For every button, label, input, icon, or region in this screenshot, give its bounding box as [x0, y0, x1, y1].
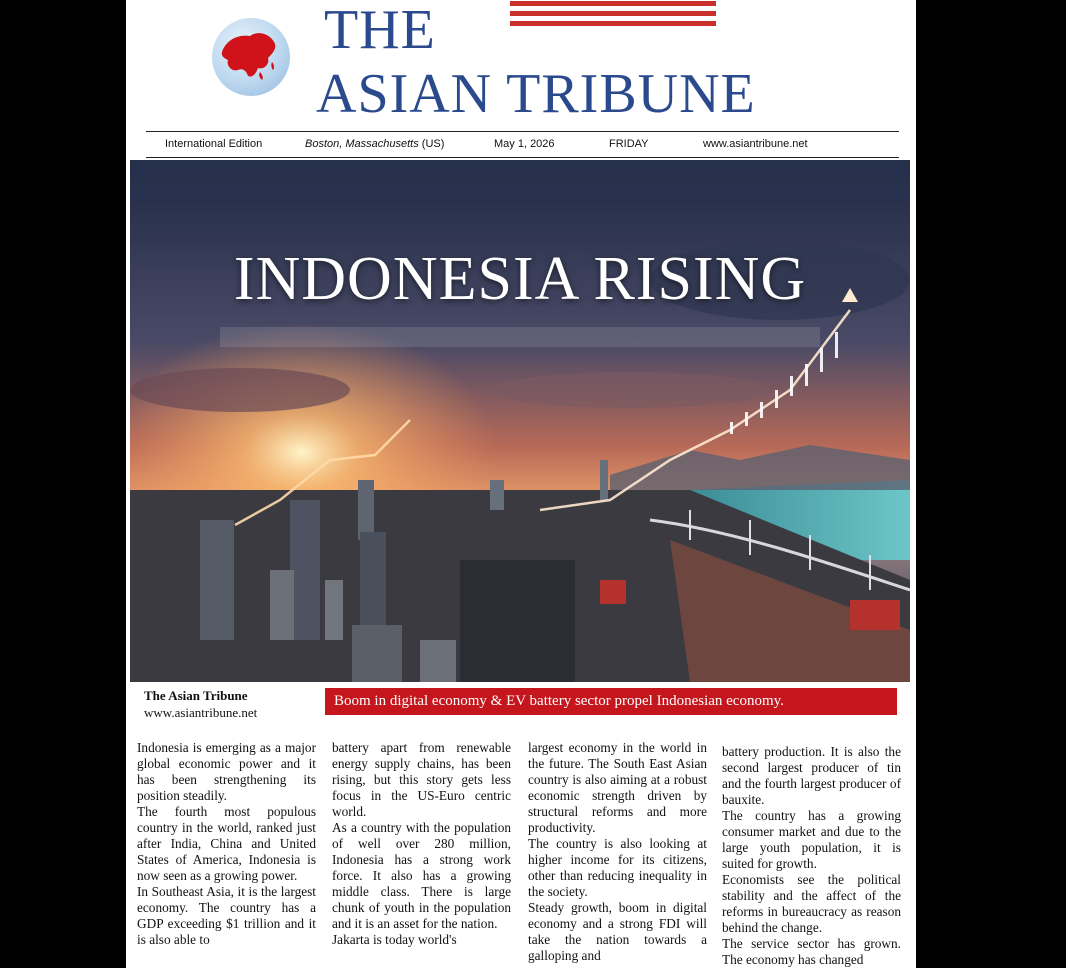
- article-column-3: [528, 740, 707, 964]
- article-column-4: [722, 744, 901, 968]
- article-column-1: [137, 740, 316, 948]
- globe-asia-icon: [212, 18, 290, 96]
- masthead-title-line1: THE: [324, 0, 436, 61]
- paragraph: Jakarta is today world's: [332, 932, 457, 947]
- newspaper-page: [126, 0, 916, 968]
- edition-label: International Edition: [165, 138, 263, 150]
- paragraph: Economists see the political stability and the affect of the reforms in bureaucracy as reason behind the change.: [722, 872, 901, 935]
- paragraph: The service sector has grown. The economy has changed: [722, 936, 901, 967]
- paragraph: The country is also looking at higher income for its citizens, other than reducing inequality in the society.: [528, 836, 707, 899]
- date-label: May 1, 2026: [494, 138, 555, 150]
- byline-url[interactable]: www.asiantribune.net: [144, 705, 258, 720]
- city-label: Boston, Massachusetts: [305, 138, 419, 150]
- edition-info-bar: [146, 131, 899, 158]
- paragraph: In Southeast Asia, it is the largest economy. The country has a GDP exceeding $1 trillion and it is also able to: [137, 884, 316, 947]
- paragraph: battery apart from renewable energy supply chains, has been rising, but this story gets less focus in the US-Euro centric world.: [332, 740, 511, 819]
- hero-title: INDONESIA RISING: [233, 245, 807, 313]
- paragraph: battery production. It is also the second largest producer of tin and the fourth largest producer of bauxite.: [722, 744, 901, 807]
- paragraph: The country has a growing consumer market and due to the large youth population, it is suited for growth.: [722, 808, 901, 871]
- day-label: FRIDAY: [609, 138, 649, 150]
- location-label: [305, 138, 444, 150]
- masthead-title-line2: ASIAN TRIBUNE: [316, 63, 756, 125]
- article-headline: Boom in digital economy & EV battery sector propel Indonesian economy.: [325, 688, 897, 715]
- paragraph: As a country with the population of well over 280 million, Indonesia has a strong work force. It also has a growing middle class. There is large chunk of youth in the population and it is an asset for the nation.: [332, 820, 511, 931]
- paragraph: Indonesia is emerging as a major global economic power and it has been strengthening its position steadily.: [137, 740, 316, 803]
- paragraph: Steady growth, boom in digital economy and a strong FDI will take the nation towards a galloping and: [528, 900, 707, 963]
- website-link[interactable]: www.asiantribune.net: [703, 138, 808, 150]
- hero-image: [130, 160, 910, 682]
- article-column-2: [332, 740, 511, 948]
- paragraph: The fourth most populous country in the world, ranked just after India, China and United States of America, Indonesia is now seen as a growing power.: [137, 804, 316, 883]
- country-label: (US): [421, 138, 445, 150]
- flag-stripes-decoration: [510, 0, 716, 32]
- byline-name: The Asian Tribune: [144, 688, 248, 703]
- paragraph: largest economy in the world in the future. The South East Asian country is also aiming at a robust economic strength driven by structural reforms and more productivity.: [528, 740, 707, 835]
